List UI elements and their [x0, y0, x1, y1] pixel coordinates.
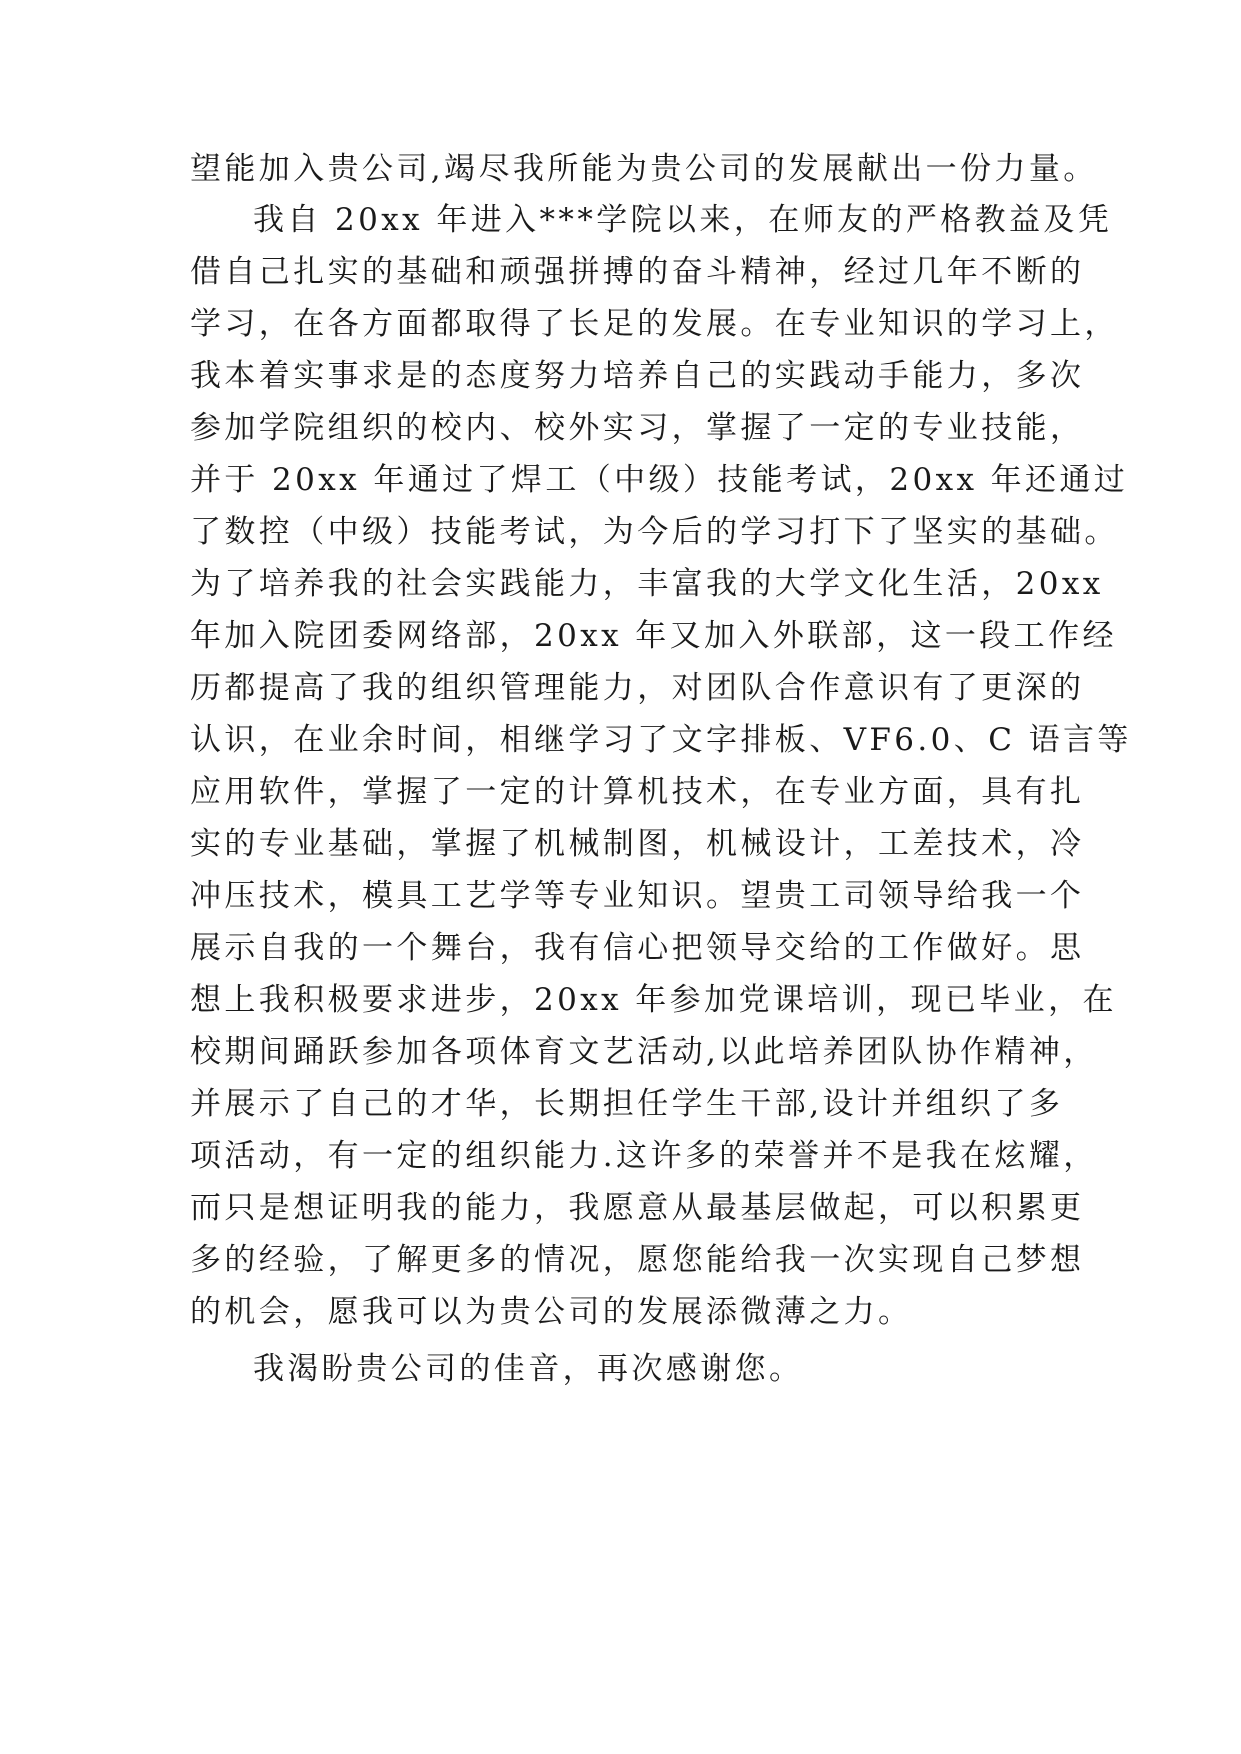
text-line: 的机会，愿我可以为贵公司的发展添微薄之力。	[190, 1294, 913, 1330]
text-line: 展示自我的一个舞台，我有信心把领导交给的工作做好。思	[190, 930, 1085, 966]
text-line: 多的经验，了解更多的情况，愿您能给我一次实现自己梦想	[190, 1242, 1085, 1278]
text-line: 我本着实事求是的态度努力培养自己的实践动手能力，多次	[190, 358, 1085, 394]
text-line: 校期间踊跃参加各项体育文艺活动,以此培养团队协作精神，	[190, 1034, 1098, 1070]
text-line: 项活动，有一定的组织能力.这许多的荣誉并不是我在炫耀，	[190, 1138, 1098, 1174]
text-line: 想上我积极要求进步，20xx 年参加党课培训，现已毕业，在	[190, 982, 1117, 1018]
text-line: 应用软件，掌握了一定的计算机技术，在专业方面，具有扎	[190, 774, 1085, 810]
text-line: 认识，在业余时间，相继学习了文字排板、VF6.0、C 语言等	[190, 722, 1132, 758]
text-line: 历都提高了我的组织管理能力，对团队合作意识有了更深的	[190, 670, 1085, 706]
text-line: 冲压技术，模具工艺学等专业知识。望贵工司领导给我一个	[190, 878, 1085, 914]
text-line: 望能加入贵公司,竭尽我所能为贵公司的发展献出一份力量。	[190, 151, 1098, 187]
paragraph-start-line: 我自 20xx 年进入***学院以来，在师友的严格教益及凭	[253, 202, 1113, 238]
text-line: 了数控（中级）技能考试，为今后的学习打下了坚实的基础。	[190, 514, 1119, 550]
text-line: 而只是想证明我的能力，我愿意从最基层做起，可以积累更	[190, 1190, 1085, 1226]
closing-line: 我渴盼贵公司的佳音，再次感谢您。	[253, 1351, 804, 1387]
text-line: 并展示了自己的才华，长期担任学生干部,设计并组织了多	[190, 1086, 1064, 1122]
text-line: 并于 20xx 年通过了焊工（中级）技能考试，20xx 年还通过	[190, 462, 1129, 498]
text-line: 年加入院团委网络部，20xx 年又加入外联部，这一段工作经	[190, 618, 1117, 654]
text-line: 借自己扎实的基础和顽强拼搏的奋斗精神，经过几年不断的	[190, 254, 1085, 290]
text-line: 学习，在各方面都取得了长足的发展。在专业知识的学习上，	[190, 306, 1119, 342]
text-line: 实的专业基础，掌握了机械制图，机械设计，工差技术，冷	[190, 826, 1085, 862]
text-line: 为了培养我的社会实践能力，丰富我的大学文化生活，20xx	[190, 566, 1104, 602]
text-line: 参加学院组织的校内、校外实习，掌握了一定的专业技能，	[190, 410, 1085, 446]
